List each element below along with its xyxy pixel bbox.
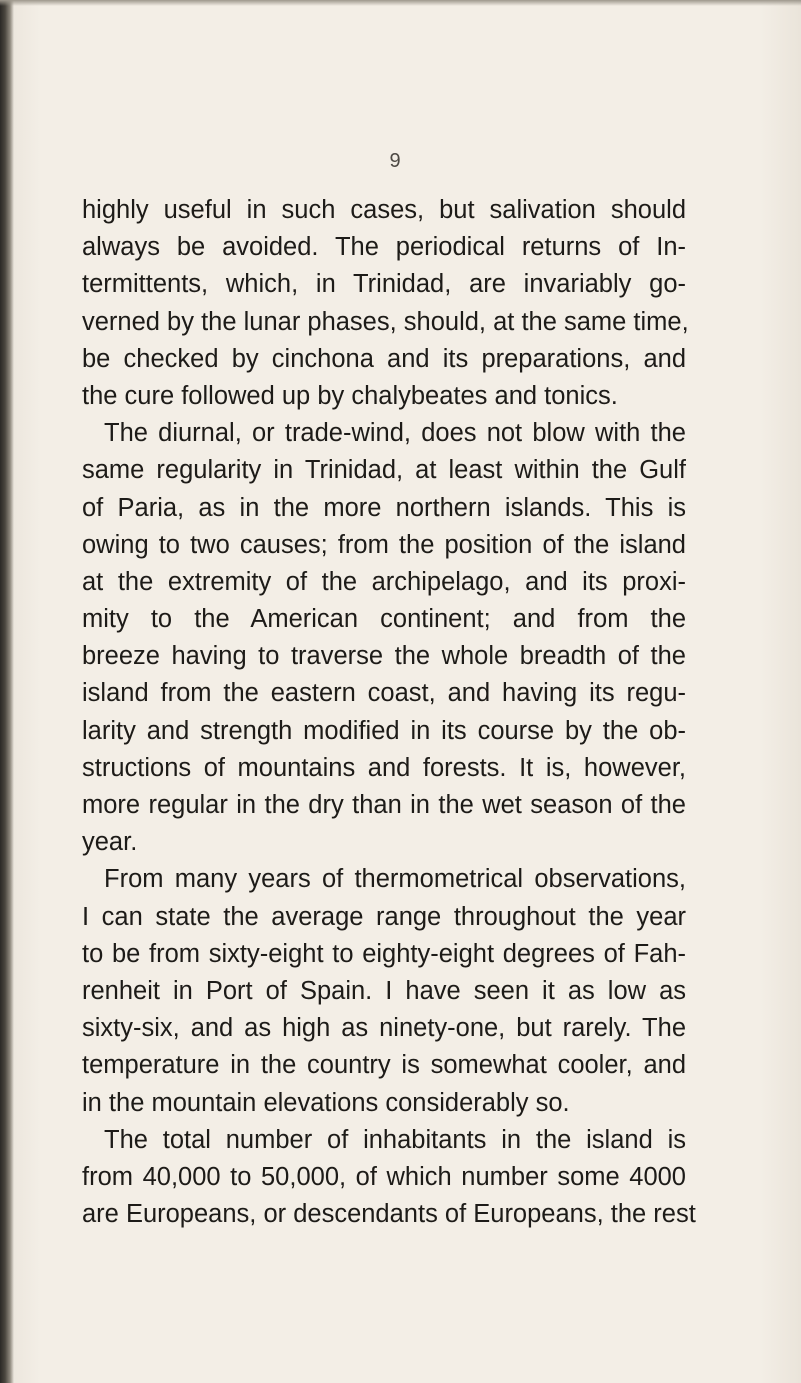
text-line: are Europeans, or descendants of Europeans, the rest (82, 1200, 696, 1229)
text-line: be checked by cinchona and its preparations, and (82, 344, 686, 373)
text-line: at the extremity of the archipelago, and its proxi- (82, 567, 686, 596)
text-line: the cure followed up by chalybeates and tonics. (82, 381, 618, 410)
text-line: island from the eastern coast, and having its regu- (82, 679, 686, 708)
text-line: structions of mountains and forests. It is, however, (82, 753, 686, 782)
page-top-edge (0, 0, 801, 6)
text-line: breeze having to traverse the whole breadth of the (82, 642, 686, 671)
text-line: more regular in the dry than in the wet season of the (82, 791, 686, 819)
text-line: sixty-six, and as high as ninety-one, but rarely. The (82, 1014, 686, 1043)
text-line: highly useful in such cases, but salivation should (82, 196, 686, 224)
text-line: The total number of inhabitants in the island is (104, 1125, 686, 1154)
text-line: in the mountain elevations considerably so. (82, 1088, 570, 1117)
text-line: renheit in Port of Spain. I have seen it as low as (82, 976, 686, 1005)
text-line: termittents, which, in Trinidad, are invariably go- (82, 270, 686, 299)
page-binding-edge (0, 0, 14, 1383)
text-line: larity and strength modified in its course by the ob- (82, 716, 686, 745)
text-line: temperature in the country is somewhat cooler, and (82, 1051, 686, 1080)
text-line: to be from sixty-eight to eighty-eight degrees of Fah- (82, 939, 686, 968)
text-line: owing to two causes; from the position of the island (82, 530, 686, 559)
text-line: from 40,000 to 50,000, of which number some 4000 (82, 1162, 686, 1191)
text-line: From many years of thermometrical observations, (104, 865, 686, 894)
text-line: year. (82, 828, 138, 857)
text-line: I can state the average range throughout the year (82, 902, 686, 931)
text-line: mity to the American continent; and from the (82, 605, 686, 634)
text-line: The diurnal, or trade-wind, does not blow with the (104, 419, 686, 448)
text-line: verned by the lunar phases, should, at the same time, (82, 307, 689, 336)
text-line: always be avoided. The periodical returns of In- (82, 233, 686, 262)
text-line: of Paria, as in the more northern islands. This is (82, 493, 686, 522)
text-line: same regularity in Trinidad, at least within the Gulf (82, 456, 686, 485)
page-number: 9 (389, 150, 401, 172)
body-text (82, 192, 696, 1233)
